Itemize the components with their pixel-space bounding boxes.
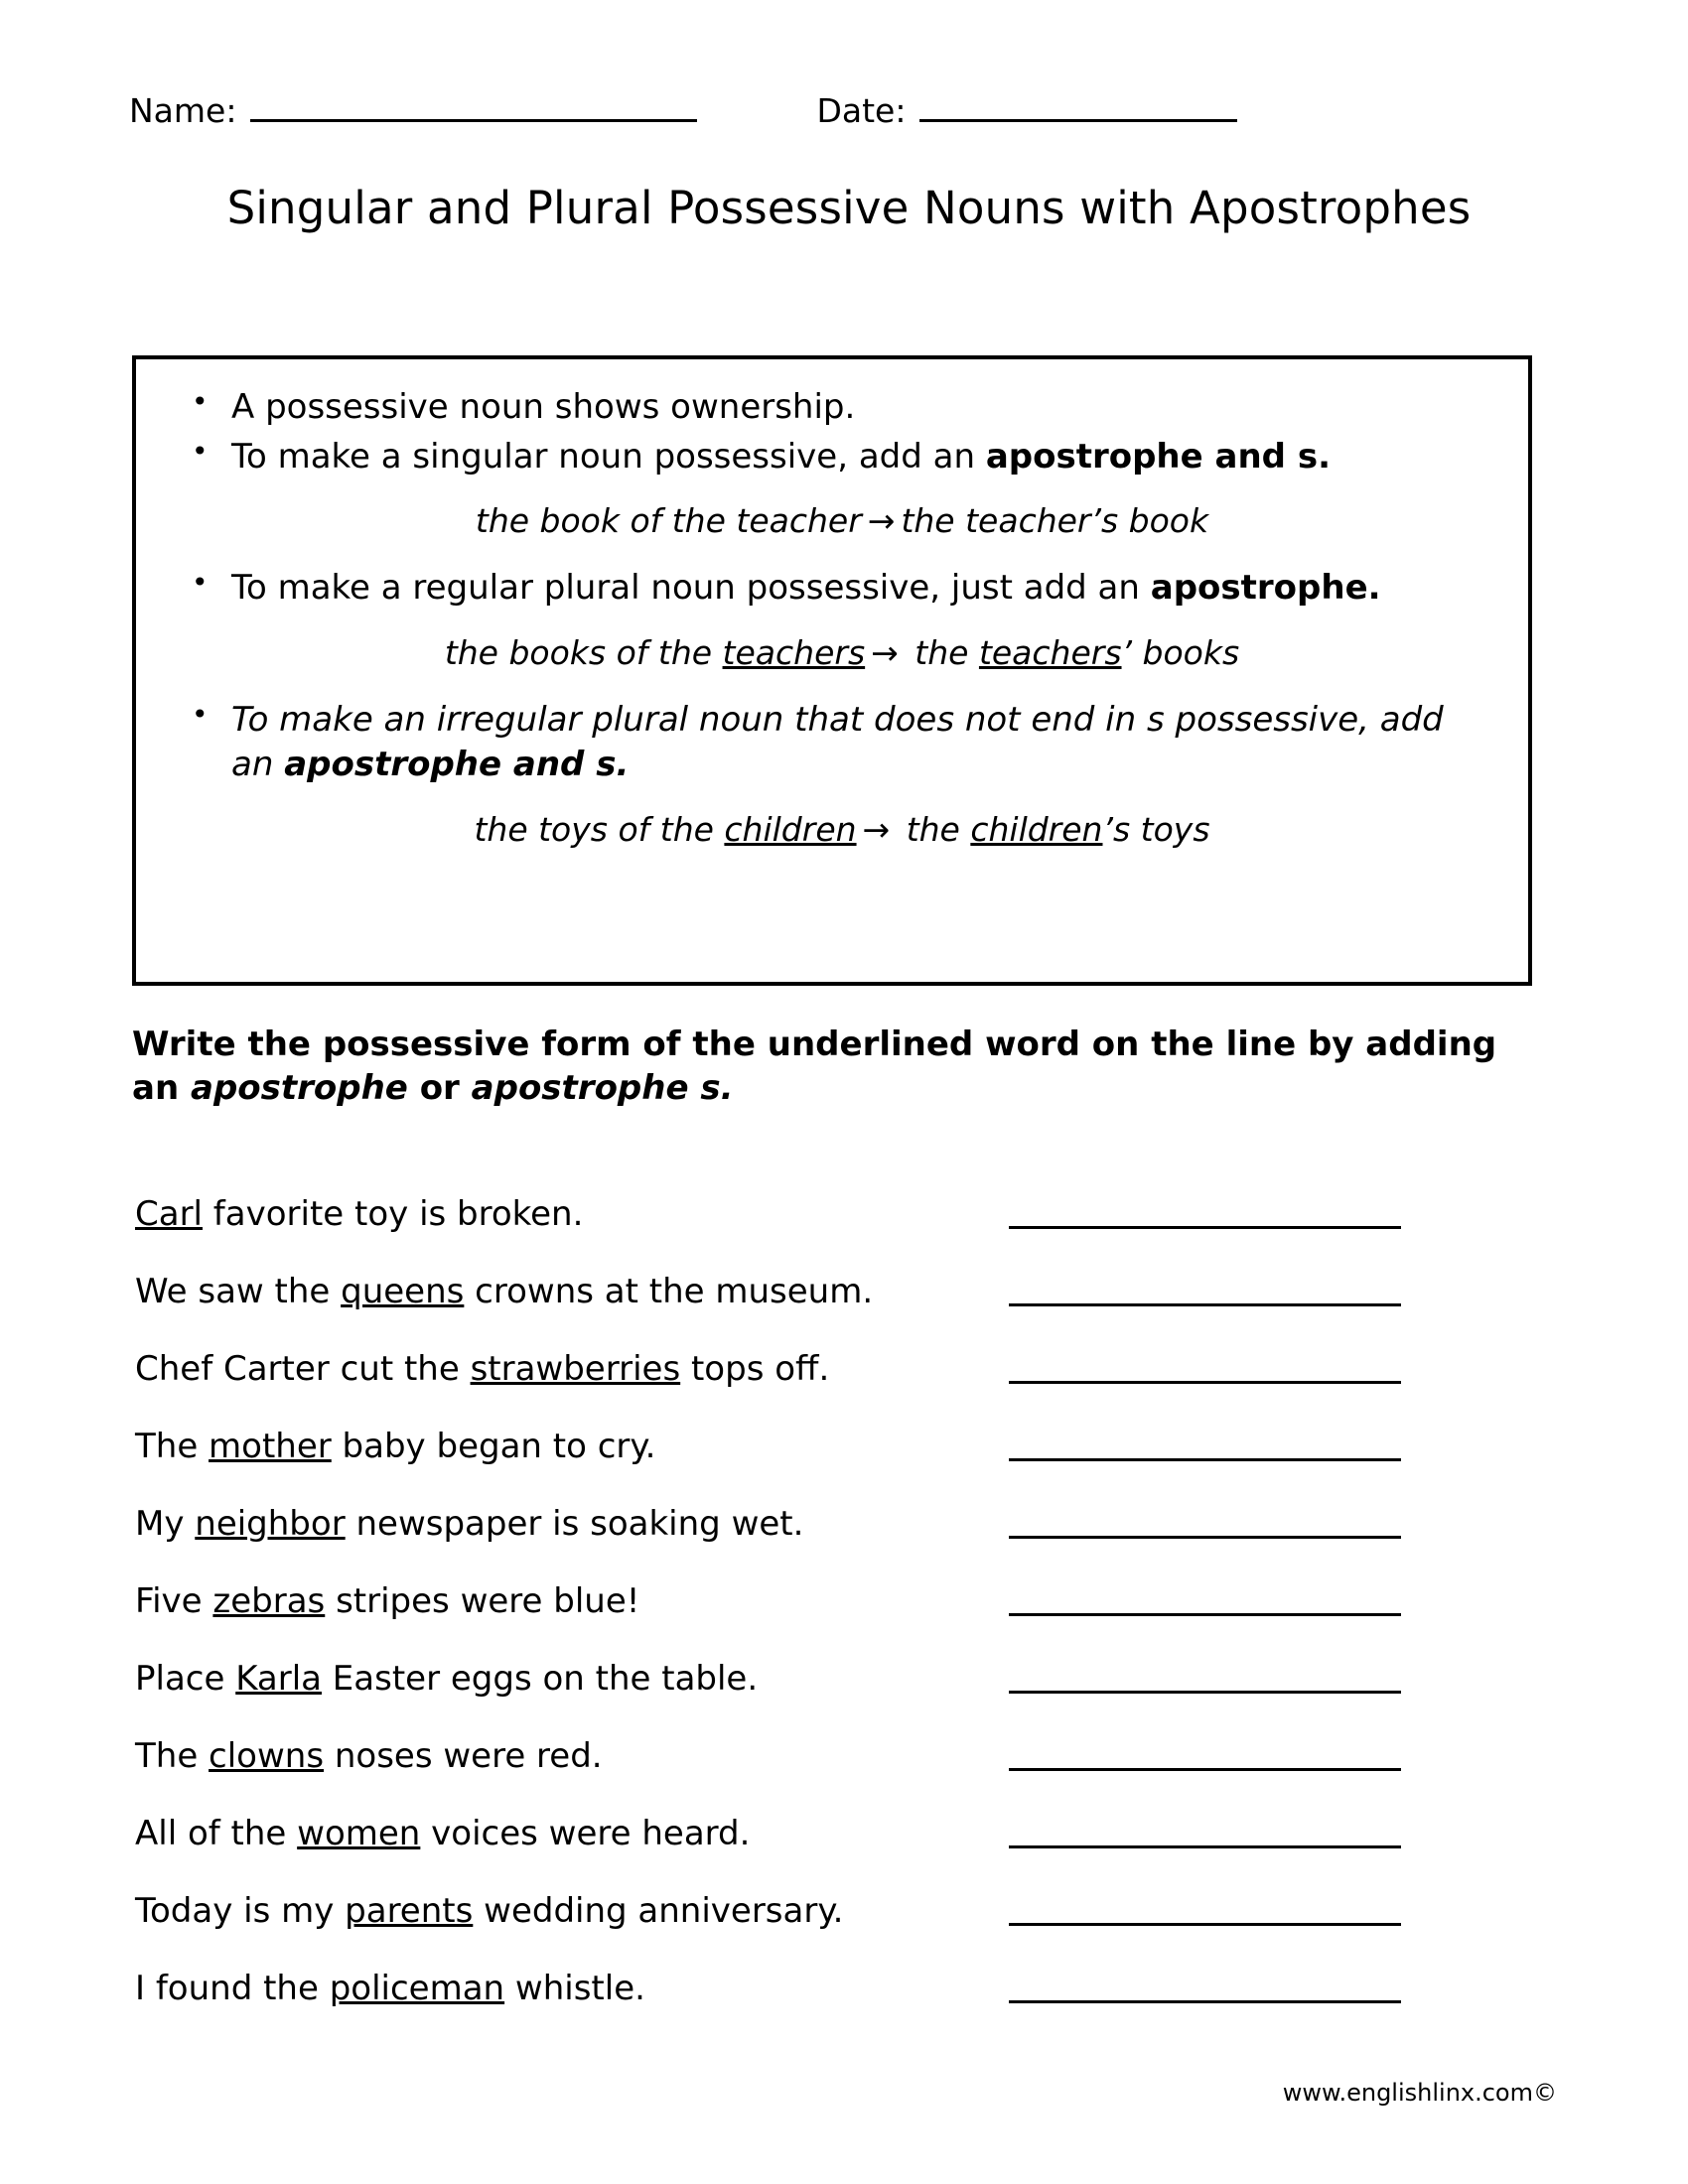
rule-2-text: To make a singular noun possessive, add an bbox=[231, 436, 986, 477]
questions-list bbox=[135, 1160, 1545, 2011]
question-pre: The bbox=[135, 1427, 210, 1466]
question-underlined-word: strawberries bbox=[470, 1349, 681, 1389]
example-3-part-c: ’s toys bbox=[1102, 809, 1210, 849]
question-pre: Place bbox=[135, 1659, 236, 1699]
answer-line[interactable] bbox=[1009, 1922, 1401, 1926]
question-post: whistle. bbox=[504, 1969, 645, 2008]
question-pre: Today is my bbox=[135, 1891, 346, 1931]
question-post: crowns at the museum. bbox=[464, 1272, 874, 1311]
date-label: Date: bbox=[816, 91, 907, 130]
rule-3-text: To make a regular plural noun possessive, just add an bbox=[231, 568, 1151, 609]
example-2 bbox=[170, 633, 1494, 672]
footer-attribution[interactable]: www.englishlinx.com© bbox=[1282, 2079, 1557, 2107]
question-post: baby began to cry. bbox=[331, 1427, 656, 1466]
rule-4-emphasis: apostrophe and s. bbox=[284, 745, 630, 785]
question-pre: Five bbox=[135, 1581, 213, 1621]
rule-2-emphasis: apostrophe and s. bbox=[985, 436, 1331, 477]
rule-item-4 bbox=[170, 698, 1494, 788]
example-2-part-c: ’ books bbox=[1121, 632, 1240, 672]
question-post: Easter eggs on the table. bbox=[322, 1659, 759, 1699]
arrow-icon: → bbox=[867, 501, 896, 541]
example-3-part-b: the bbox=[896, 809, 971, 849]
answer-line[interactable] bbox=[1009, 1225, 1401, 1229]
example-2-part-b: the bbox=[904, 632, 979, 672]
question-row bbox=[135, 1160, 1545, 1237]
question-underlined-word: queens bbox=[341, 1272, 465, 1311]
question-post: wedding anniversary. bbox=[473, 1891, 844, 1931]
question-text bbox=[135, 1814, 1009, 1856]
page-title: Singular and Plural Possessive Nouns with Apostrophes bbox=[226, 182, 1472, 234]
name-label: Name: bbox=[129, 91, 237, 130]
question-row bbox=[135, 1624, 1545, 1702]
rule-item-3 bbox=[170, 566, 1494, 612]
rules-list-3 bbox=[170, 698, 1494, 788]
question-pre: Chef Carter cut the bbox=[135, 1349, 471, 1389]
question-post: tops off. bbox=[680, 1349, 830, 1389]
question-post: noses were red. bbox=[324, 1736, 603, 1776]
question-underlined-word: clowns bbox=[209, 1736, 325, 1776]
question-pre: The bbox=[135, 1736, 210, 1776]
directions bbox=[132, 1023, 1542, 1110]
question-pre: My bbox=[135, 1504, 196, 1544]
question-post: favorite toy is broken. bbox=[203, 1194, 584, 1234]
question-row bbox=[135, 1469, 1545, 1547]
answer-line[interactable] bbox=[1009, 1302, 1401, 1306]
question-row bbox=[135, 1547, 1545, 1624]
answer-line[interactable] bbox=[1009, 1457, 1401, 1461]
rule-1-text: A possessive noun shows ownership. bbox=[231, 387, 856, 427]
question-underlined-word: policeman bbox=[329, 1969, 505, 2008]
example-1-right: the teacher’s book bbox=[901, 501, 1209, 541]
name-input-line[interactable] bbox=[250, 118, 697, 122]
question-text bbox=[135, 1504, 1009, 1547]
question-text bbox=[135, 1194, 1009, 1237]
question-underlined-word: Karla bbox=[235, 1659, 322, 1699]
example-2-part-a: the books of the bbox=[444, 632, 723, 672]
arrow-icon: → bbox=[862, 809, 891, 849]
example-3-underlined-2: children bbox=[970, 809, 1103, 849]
question-text bbox=[135, 1427, 1009, 1469]
question-underlined-word: mother bbox=[209, 1427, 332, 1466]
directions-italic-1: apostrophe bbox=[191, 1068, 408, 1109]
answer-line[interactable] bbox=[1009, 1999, 1401, 2003]
question-underlined-word: zebras bbox=[212, 1581, 326, 1621]
rules-list bbox=[170, 385, 1494, 479]
question-pre: All of the bbox=[135, 1814, 298, 1853]
question-row bbox=[135, 1779, 1545, 1856]
example-2-underlined-2: teachers bbox=[978, 632, 1122, 672]
question-post: voices were heard. bbox=[420, 1814, 751, 1853]
question-text bbox=[135, 1891, 1009, 1934]
rules-list-2 bbox=[170, 566, 1494, 612]
question-underlined-word: Carl bbox=[135, 1194, 203, 1234]
question-row bbox=[135, 1856, 1545, 1934]
rule-item-2 bbox=[170, 435, 1494, 480]
question-underlined-word: women bbox=[297, 1814, 421, 1853]
arrow-icon: → bbox=[871, 632, 899, 672]
answer-line[interactable] bbox=[1009, 1535, 1401, 1539]
example-2-underlined-1: teachers bbox=[722, 632, 866, 672]
question-post: stripes were blue! bbox=[325, 1581, 640, 1621]
question-text bbox=[135, 1969, 1009, 2011]
example-3 bbox=[170, 810, 1494, 849]
date-input-line[interactable] bbox=[919, 118, 1237, 122]
rule-3-emphasis: apostrophe. bbox=[1150, 568, 1381, 609]
example-3-part-a: the toys of the bbox=[474, 809, 725, 849]
answer-line[interactable] bbox=[1009, 1844, 1401, 1848]
question-row bbox=[135, 1934, 1545, 2011]
question-row bbox=[135, 1702, 1545, 1779]
rule-item-1 bbox=[170, 385, 1494, 431]
question-text bbox=[135, 1659, 1009, 1702]
question-post: newspaper is soaking wet. bbox=[345, 1504, 804, 1544]
directions-text: Write the possessive form of the underlined word on the line by adding an bbox=[132, 1024, 1497, 1109]
question-text bbox=[135, 1581, 1009, 1624]
example-1-left: the book of the teacher bbox=[475, 501, 862, 541]
answer-line[interactable] bbox=[1009, 1767, 1401, 1771]
question-text bbox=[135, 1349, 1009, 1392]
rules-box bbox=[132, 355, 1532, 986]
rule-4-text: To make an irregular plural noun that does not end in s possessive, add an bbox=[231, 699, 1444, 785]
question-underlined-word: parents bbox=[345, 1891, 474, 1931]
answer-line[interactable] bbox=[1009, 1380, 1401, 1384]
name-date-header bbox=[129, 91, 1559, 130]
question-text bbox=[135, 1272, 1009, 1314]
answer-line[interactable] bbox=[1009, 1612, 1401, 1616]
question-pre: I found the bbox=[135, 1969, 330, 2008]
question-row bbox=[135, 1237, 1545, 1314]
directions-mid: or bbox=[407, 1068, 472, 1109]
question-row bbox=[135, 1314, 1545, 1392]
example-1 bbox=[170, 501, 1494, 540]
question-pre: We saw the bbox=[135, 1272, 342, 1311]
question-text bbox=[135, 1736, 1009, 1779]
answer-line[interactable] bbox=[1009, 1690, 1401, 1694]
question-row bbox=[135, 1392, 1545, 1469]
directions-italic-2: apostrophe s. bbox=[471, 1068, 734, 1109]
question-underlined-word: neighbor bbox=[195, 1504, 346, 1544]
example-3-underlined-1: children bbox=[724, 809, 857, 849]
